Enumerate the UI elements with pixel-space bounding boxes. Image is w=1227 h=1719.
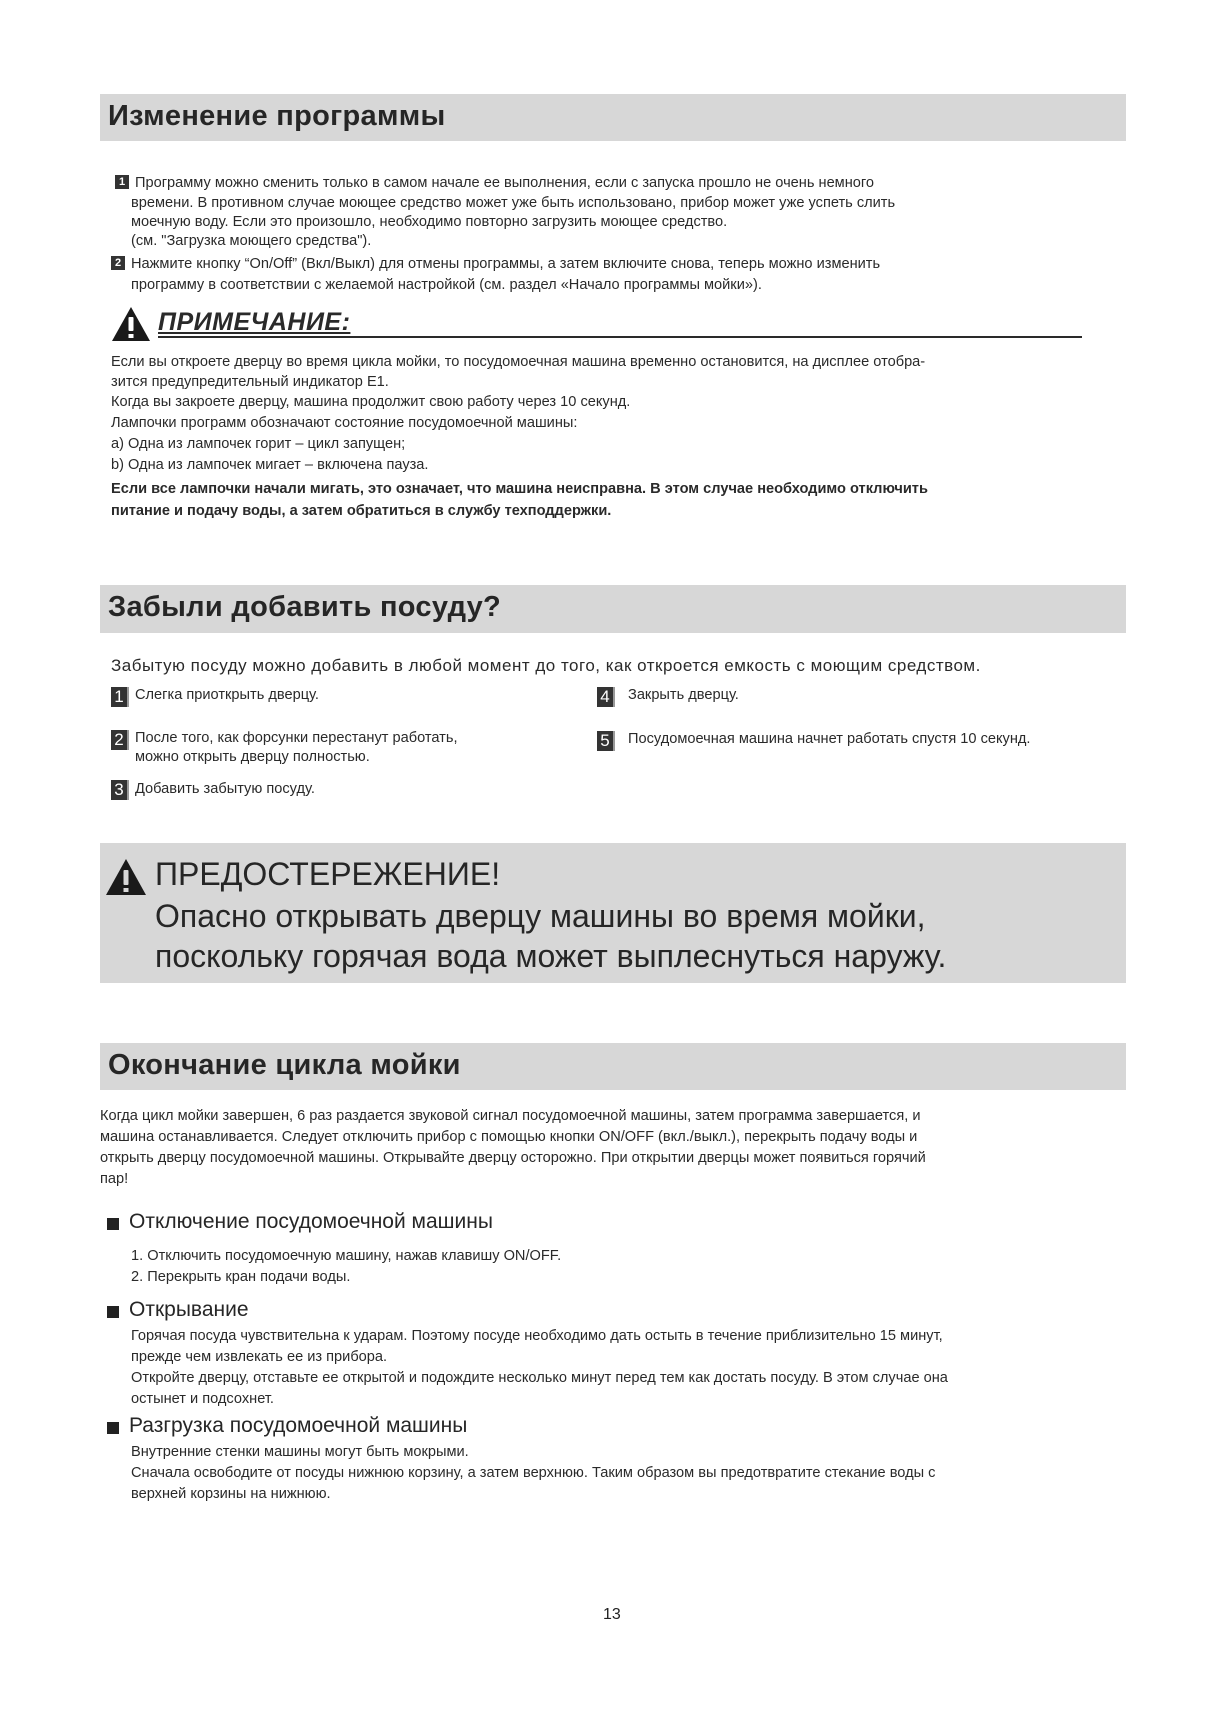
section-intro: Забытую посуду можно добавить в любой момент до того, как откроется емкость с моющим средством. — [111, 656, 981, 675]
note-line: Лампочки программ обозначают состояние посудомоечной машины: — [111, 415, 578, 431]
subsection-title: Открывание — [129, 1298, 249, 1321]
paragraph-line: Внутренние стенки машины могут быть мокрыми. — [131, 1444, 469, 1460]
note-bold-line: питание и подачу воды, а затем обратиться в службу техподдержки. — [111, 503, 612, 519]
step-text: Закрыть дверцу. — [628, 687, 739, 703]
paragraph-line: Программу можно сменить только в самом начале ее выполнения, если с запуска прошло не очень немного — [135, 175, 875, 191]
note-heading-rule — [158, 336, 1082, 338]
step-number-badge: 5 — [597, 731, 615, 751]
note-line: Если вы откроете дверцу во время цикла мойки, то посудомоечная машина временно остановится, на дисплее отобра- — [111, 354, 926, 370]
paragraph-line: Откройте дверцу, отставьте ее открытой и подождите несколько минут перед тем как достать посуду. В этом случае она — [131, 1370, 948, 1386]
paragraph-line: прежде чем извлекать ее из прибора. — [131, 1349, 388, 1365]
paragraph-line: (см. "Загрузка моющего средства"). — [131, 233, 372, 249]
list-item: 2. Перекрыть кран подачи воды. — [131, 1269, 351, 1285]
step-number-badge: 4 — [597, 687, 615, 707]
list-item: 1. Отключить посудомоечную машину, нажав клавишу ON/OFF. — [131, 1248, 562, 1264]
step-text: Слегка приоткрыть дверцу. — [135, 687, 319, 703]
warning-heading: ПРЕДОСТЕРЕЖЕНИЕ! — [155, 856, 501, 892]
warning-text: Опасно открывать дверцу машины во время мойки, — [155, 898, 926, 934]
page-number: 13 — [603, 1606, 621, 1623]
paragraph-line: пар! — [100, 1171, 129, 1187]
step-number-badge: 2 — [111, 256, 125, 270]
section-header-band — [100, 1043, 1126, 1090]
warning-triangle-icon — [111, 306, 151, 342]
step-number-badge: 1 — [111, 687, 129, 707]
step-text: Добавить забытую посуду. — [135, 781, 315, 797]
note-line: a) Одна из лампочек горит – цикл запущен; — [111, 436, 406, 452]
section-header-band — [100, 94, 1126, 141]
warning-text: поскольку горячая вода может выплеснуться наружу. — [155, 938, 947, 974]
step-text: После того, как форсунки перестанут работать, — [135, 730, 458, 746]
paragraph-line: Горячая посуда чувствительна к ударам. Поэтому посуде необходимо дать остыть в течение приблизительно 15 минут, — [131, 1328, 943, 1344]
paragraph-line: верхней корзины на нижнюю. — [131, 1486, 331, 1502]
paragraph-line: Когда цикл мойки завершен, 6 раз раздается звуковой сигнал посудомоечной машины, затем программа завершается, и — [100, 1108, 921, 1124]
subsection-title: Разгрузка посудомоечной машины — [129, 1414, 468, 1437]
note-line: Когда вы закроете дверцу, машина продолжит свою работу через 10 секунд. — [111, 394, 631, 410]
step-number-badge: 1 — [115, 175, 129, 189]
list-item — [115, 174, 874, 193]
step-text: можно открыть дверцу полностью. — [135, 749, 370, 765]
subsection-title: Отключение посудомоечной машины — [129, 1210, 493, 1233]
section-header-band — [100, 585, 1126, 633]
list-item — [111, 255, 880, 274]
note-line: b) Одна из лампочек мигает – включена пауза. — [111, 457, 429, 473]
note-heading: ПРИМЕЧАНИЕ: — [158, 308, 351, 336]
paragraph-line: моечную воду. Если это произошло, необходимо повторно загрузить моющее средство. — [131, 214, 728, 230]
step-number-badge: 3 — [111, 780, 129, 800]
bullet-square-icon — [107, 1306, 119, 1318]
bullet-square-icon — [107, 1218, 119, 1230]
warning-triangle-icon — [105, 858, 147, 896]
paragraph-line: Нажмите кнопку “On/Off” (Вкл/Выкл) для отмены программы, а затем включите снова, теперь можно изменить — [131, 256, 881, 272]
section-title: Изменение программы — [108, 100, 446, 132]
paragraph-line: открыть дверцу посудомоечной машины. Открывайте дверцу осторожно. При открытии дверцы может появиться горячий — [100, 1150, 926, 1166]
paragraph-line: машина останавливается. Следует отключить прибор с помощью кнопки ON/OFF (вкл./выкл.), перекрыть подачу воды и — [100, 1129, 918, 1145]
section-title: Окончание цикла мойки — [108, 1049, 461, 1081]
paragraph-line: остынет и подсохнет. — [131, 1391, 274, 1407]
bullet-square-icon — [107, 1422, 119, 1434]
paragraph-line: программу в соответствии с желаемой настройкой (см. раздел «Начало программы мойки»). — [131, 277, 762, 293]
step-number-badge: 2 — [111, 730, 129, 750]
section-title: Забыли добавить посуду? — [108, 591, 502, 623]
paragraph-line: времени. В противном случае моющее средство может уже быть использовано, прибор может уже успеть слить — [131, 195, 896, 211]
paragraph-line: Сначала освободите от посуды нижнюю корзину, а затем верхнюю. Таким образом вы предотвратите стекание воды с — [131, 1465, 936, 1481]
step-text: Посудомоечная машина начнет работать спустя 10 секунд. — [628, 731, 1031, 747]
note-line: зится предупредительный индикатор E1. — [111, 374, 389, 390]
warning-box — [100, 843, 1126, 983]
note-bold-line: Если все лампочки начали мигать, это означает, что машина неисправна. В этом случае необходимо отключить — [111, 481, 928, 497]
